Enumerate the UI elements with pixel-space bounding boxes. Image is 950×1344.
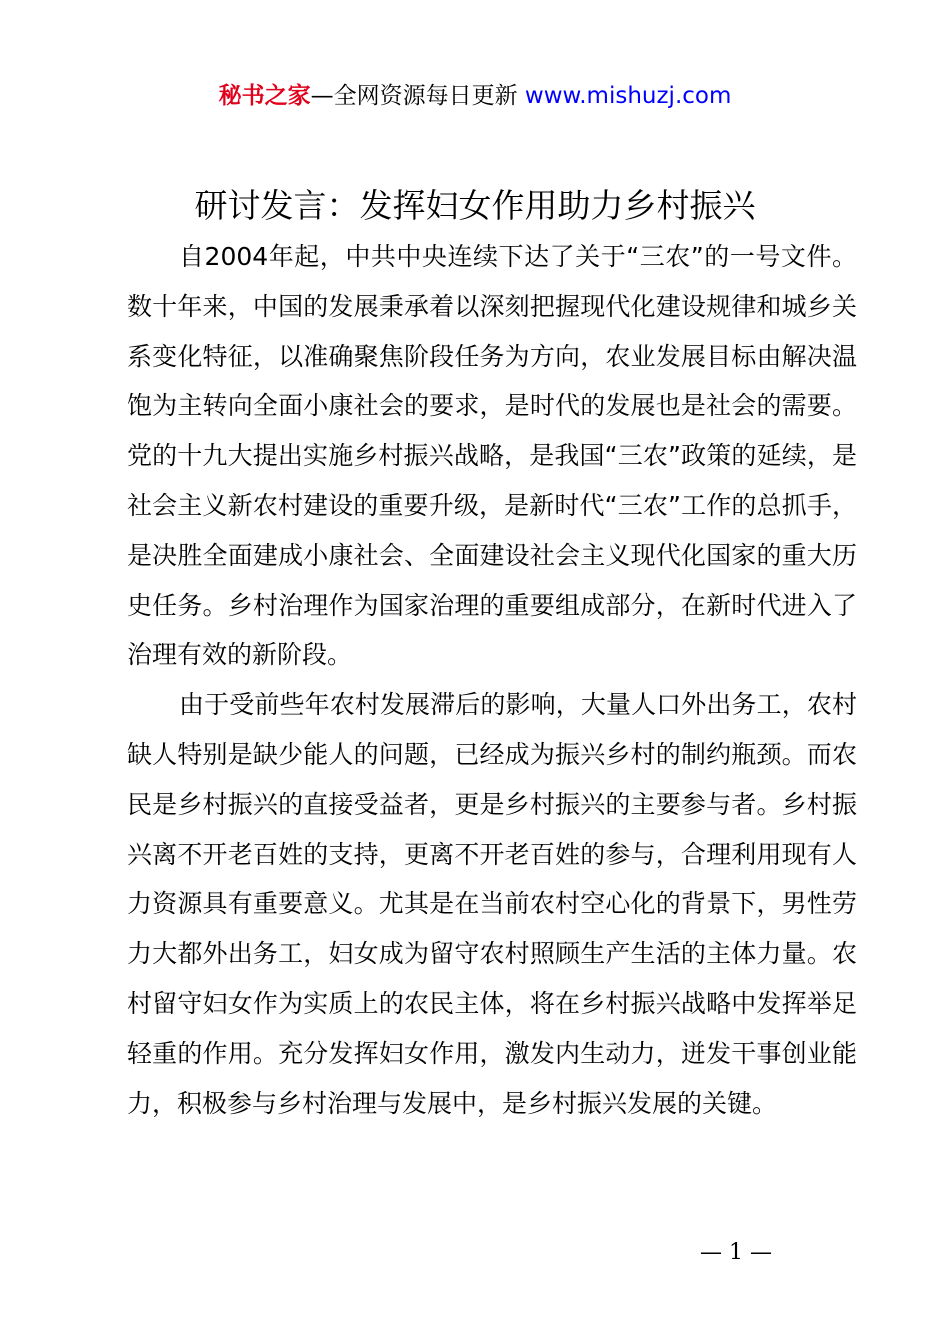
site-header [0, 80, 950, 112]
paragraph-1: 自2004年起，中共中央连续下达了关于“三农”的一号文件。数十年来，中国的发展秉承着以深刻把握现代化建设规律和城乡关系变化特征，以准确聚焦阶段任务为方向，农业发展目标由解决温饱为主转向全面小康社会的要求，是时代的发展也是社会的需要。党的十九大提出实施乡村振兴战略，是我国“三农”政策的延续，是社会主义新农村建设的重要升级，是新时代“三农”工作的总抓手，是决胜全面建成小康社会、全面建设社会主义现代化国家的重大历史任务。乡村治理作为国家治理的重要组成部分，在新时代进入了治理有效的新阶段。 [127, 242, 857, 670]
site-slogan: —全网资源每日更新 [310, 83, 518, 109]
document-body [127, 232, 857, 1128]
paragraph-2: 由于受前些年农村发展滞后的影响，大量人口外出务工，农村缺人特别是缺少能人的问题，已经成为振兴乡村的制约瓶颈。而农民是乡村振兴的直接受益者，更是乡村振兴的主要参与者。乡村振兴离不开老百姓的支持，更离不开老百姓的参与，合理利用现有人力资源具有重要意义。尤其是在当前农村空心化的背景下，男性劳力大都外出务工，妇女成为留守农村照顾生产生活的主体力量。农村留守妇女作为实质上的农民主体，将在乡村振兴战略中发挥举足轻重的作用。充分发挥妇女作用，激发内生动力，迸发干事创业能力，积极参与乡村治理与发展中，是乡村振兴发展的关键。 [127, 690, 857, 1118]
document-title: 研讨发言：发挥妇女作用助力乡村振兴 [194, 186, 756, 225]
site-url-link[interactable]: www.mishuzj.com [524, 83, 732, 109]
site-brand: 秘书之家 [218, 83, 311, 109]
page-number: — 1 — [700, 1240, 772, 1265]
